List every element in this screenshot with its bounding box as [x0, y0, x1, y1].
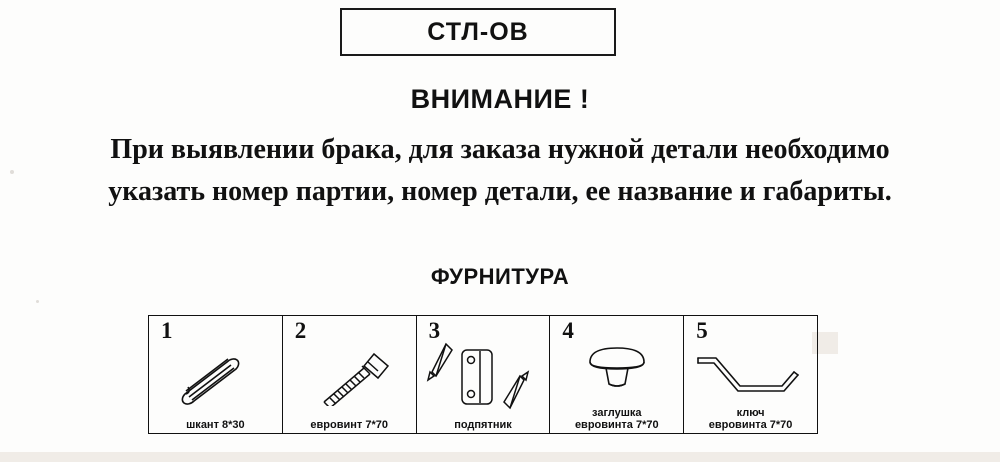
warning-line-2: указать номер партии, номер детали, ее название и габариты.: [108, 176, 892, 207]
attention-heading: ВНИМАНИЕ !: [410, 84, 590, 114]
part-label: заглушка евровинта 7*70: [574, 407, 659, 431]
scan-smudge: [0, 452, 1000, 462]
part-label: ключ евровинта 7*70: [708, 407, 793, 431]
part-number: 5: [696, 318, 708, 343]
part-number: 4: [562, 318, 574, 343]
part-number: 3: [428, 318, 441, 343]
document-code-text: СТЛ-ОВ: [427, 17, 529, 46]
table-cell-part-4: [550, 316, 684, 433]
allen-key-icon: [684, 342, 817, 406]
table-cell-part-5: [684, 316, 817, 433]
warning-line-1: При выявлении брака, для заказа нужной детали необходимо: [110, 134, 890, 165]
dowel-icon: [149, 342, 282, 406]
part-label: евровинт 7*70: [310, 419, 388, 431]
part-number: 1: [161, 318, 173, 343]
table-cell-part-3: [417, 316, 551, 433]
part-label: подпятник: [454, 419, 512, 431]
part-label: шкант 8*30: [186, 419, 245, 431]
fittings-heading: ФУРНИТУРА: [430, 264, 570, 289]
part-number: 2: [294, 318, 307, 343]
euro-screw-icon: [283, 342, 416, 406]
scan-speck: [36, 300, 39, 303]
table-cell-part-1: [149, 316, 283, 433]
document-code-box: [340, 8, 616, 56]
fittings-table: [148, 315, 818, 434]
scan-speck: [10, 170, 14, 174]
table-cell-part-2: [283, 316, 417, 433]
footplate-icon: [417, 342, 550, 406]
cap-icon: [550, 342, 683, 406]
